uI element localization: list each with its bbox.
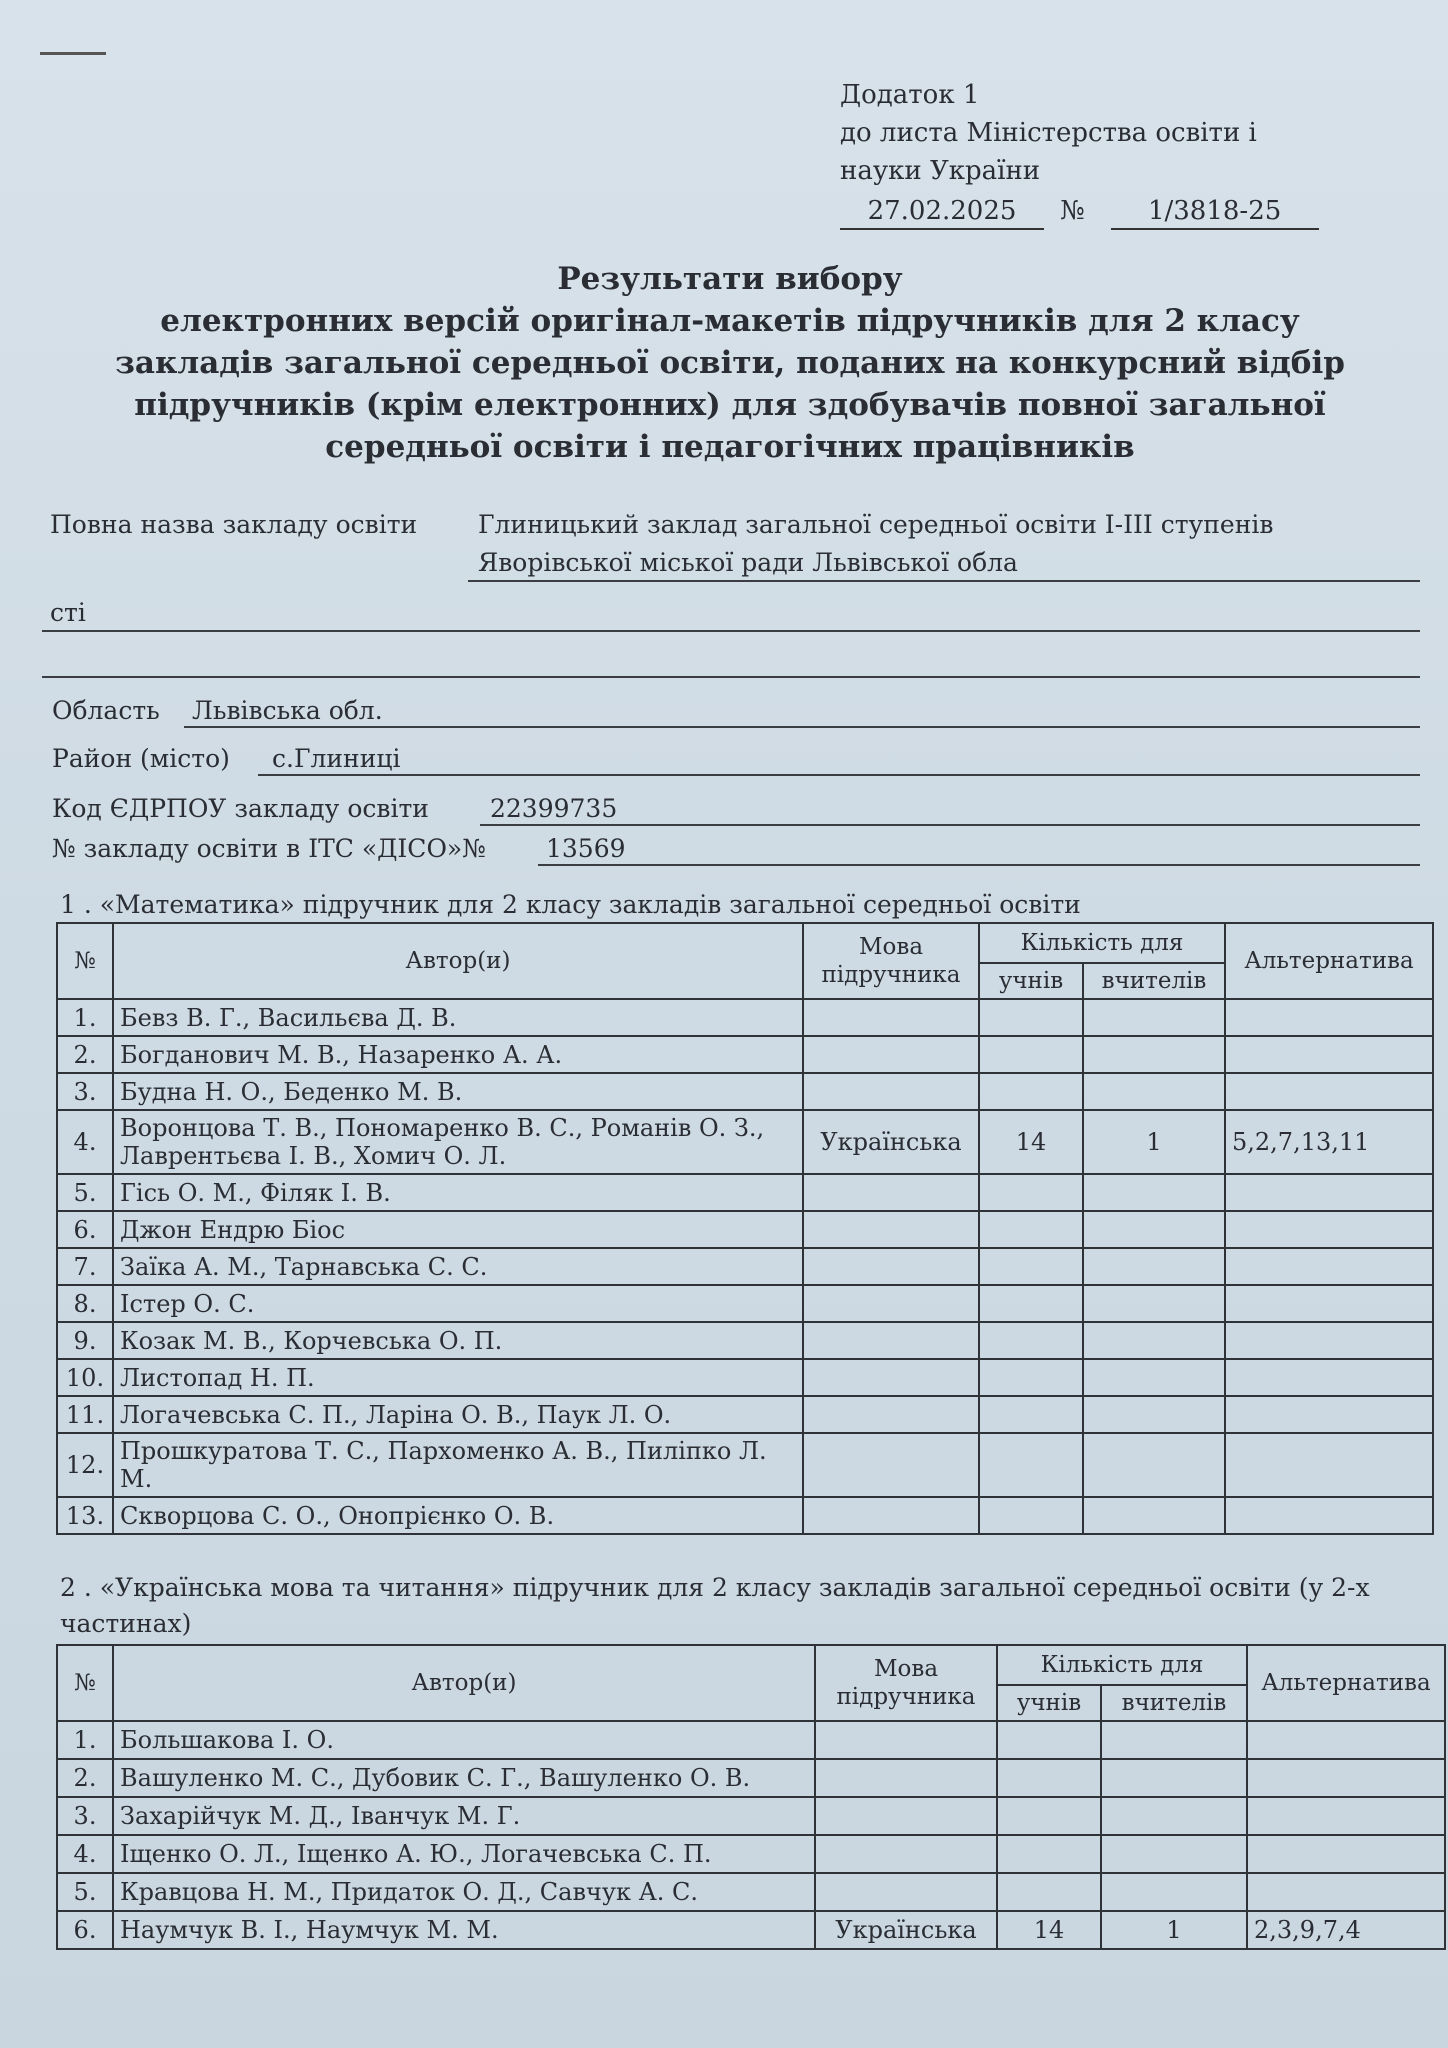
row-pupils bbox=[979, 999, 1083, 1036]
row-alternative bbox=[1247, 1835, 1445, 1873]
row-teachers bbox=[1083, 1174, 1225, 1211]
row-language bbox=[815, 1873, 997, 1911]
region-underline bbox=[184, 726, 1420, 728]
row-teachers bbox=[1083, 1322, 1225, 1359]
row-alternative bbox=[1225, 1497, 1433, 1534]
row-number: 2. bbox=[57, 1036, 113, 1073]
row-teachers bbox=[1083, 1285, 1225, 1322]
row-alternative bbox=[1225, 1174, 1433, 1211]
table-row bbox=[57, 1110, 1433, 1174]
row-language bbox=[803, 1211, 979, 1248]
row-alternative: 2,3,9,7,4 bbox=[1247, 1911, 1445, 1949]
school-name-label: Повна назва закладу освіти bbox=[50, 510, 418, 539]
header-count-for: Кількість для bbox=[997, 1645, 1247, 1685]
table-row bbox=[57, 1174, 1433, 1211]
row-language bbox=[803, 1322, 979, 1359]
table-row bbox=[57, 1036, 1433, 1073]
row-teachers bbox=[1083, 1396, 1225, 1433]
diso-value: 13569 bbox=[546, 834, 626, 863]
row-alternative bbox=[1225, 1036, 1433, 1073]
addendum-line-1: Додаток 1 bbox=[840, 80, 980, 110]
row-teachers bbox=[1083, 1036, 1225, 1073]
title-line-4: підручників (крім електронних) для здобувачів повної загальної bbox=[134, 387, 1326, 423]
row-teachers bbox=[1101, 1721, 1247, 1759]
row-authors: Захарійчук М. Д., Іванчук М. Г. bbox=[113, 1797, 815, 1835]
district-value: с.Глиниці bbox=[272, 744, 401, 773]
row-alternative bbox=[1225, 1073, 1433, 1110]
school-name-underline-1 bbox=[468, 580, 1420, 582]
section-1-table bbox=[56, 922, 1434, 1535]
header-authors: Автор(и) bbox=[113, 923, 803, 999]
row-alternative bbox=[1225, 1248, 1433, 1285]
school-name-line-1: Глиницький заклад загальної середньої освіти І-ІІІ ступенів bbox=[478, 510, 1274, 539]
row-alternative bbox=[1225, 1211, 1433, 1248]
header-no: № bbox=[57, 1645, 113, 1721]
row-alternative bbox=[1247, 1873, 1445, 1911]
row-teachers: 1 bbox=[1101, 1911, 1247, 1949]
region-label: Область bbox=[52, 696, 160, 725]
row-teachers bbox=[1101, 1873, 1247, 1911]
row-authors: Скворцова С. О., Онопрієнко О. В. bbox=[113, 1497, 803, 1534]
row-authors: Бевз В. Г., Васильєва Д. В. bbox=[113, 999, 803, 1036]
region-value: Львівська обл. bbox=[192, 696, 383, 725]
row-pupils bbox=[979, 1073, 1083, 1110]
table-row bbox=[57, 1873, 1445, 1911]
table-row bbox=[57, 1433, 1433, 1497]
letter-date: 27.02.2025 bbox=[840, 194, 1044, 230]
row-language bbox=[803, 1073, 979, 1110]
table-row bbox=[57, 999, 1433, 1036]
title-line-1: Результати вибору bbox=[557, 261, 903, 297]
row-number: 7. bbox=[57, 1248, 113, 1285]
table-row bbox=[57, 1911, 1445, 1949]
edrpou-underline bbox=[480, 824, 1420, 826]
row-alternative bbox=[1247, 1797, 1445, 1835]
row-pupils bbox=[997, 1873, 1101, 1911]
row-teachers bbox=[1083, 1359, 1225, 1396]
row-language bbox=[803, 1285, 979, 1322]
table-row bbox=[57, 1835, 1445, 1873]
row-number: 3. bbox=[57, 1073, 113, 1110]
registration-line bbox=[840, 192, 1319, 230]
row-alternative bbox=[1225, 999, 1433, 1036]
row-pupils bbox=[979, 1396, 1083, 1433]
row-alternative bbox=[1225, 1285, 1433, 1322]
row-pupils bbox=[997, 1721, 1101, 1759]
row-language bbox=[803, 999, 979, 1036]
row-authors: Істер О. С. bbox=[113, 1285, 803, 1322]
diso-label: № закладу освіти в ІТС «ДІСО»№ bbox=[52, 834, 486, 863]
row-pupils bbox=[979, 1322, 1083, 1359]
school-name-line-2: Яворівської міської ради Львівської обла bbox=[478, 548, 1018, 577]
row-number: 1. bbox=[57, 1721, 113, 1759]
row-pupils bbox=[979, 1248, 1083, 1285]
table-row bbox=[57, 1359, 1433, 1396]
row-language bbox=[815, 1721, 997, 1759]
row-teachers bbox=[1101, 1759, 1247, 1797]
title-line-5: середньої освіти і педагогічних працівників bbox=[325, 429, 1135, 465]
row-authors: Гісь О. М., Філяк І. В. bbox=[113, 1174, 803, 1211]
header-authors: Автор(и) bbox=[113, 1645, 815, 1721]
row-alternative: 5,2,7,13,11 bbox=[1225, 1110, 1433, 1174]
header-pupils: учнів bbox=[997, 1685, 1101, 1721]
title-line-2: електронних версій оригінал-макетів підручників для 2 класу bbox=[160, 303, 1300, 339]
row-language bbox=[803, 1396, 979, 1433]
row-pupils: 14 bbox=[997, 1911, 1101, 1949]
row-teachers bbox=[1083, 999, 1225, 1036]
row-number: 5. bbox=[57, 1174, 113, 1211]
row-language bbox=[815, 1759, 997, 1797]
row-number: 4. bbox=[57, 1110, 113, 1174]
row-pupils bbox=[997, 1835, 1101, 1873]
row-authors: Заїка А. М., Тарнавська С. С. bbox=[113, 1248, 803, 1285]
row-authors: Козак М. В., Корчевська О. П. bbox=[113, 1322, 803, 1359]
row-pupils bbox=[979, 1036, 1083, 1073]
table-row bbox=[57, 1211, 1433, 1248]
row-number: 2. bbox=[57, 1759, 113, 1797]
row-alternative bbox=[1225, 1396, 1433, 1433]
row-language bbox=[803, 1248, 979, 1285]
row-number: 8. bbox=[57, 1285, 113, 1322]
row-number: 11. bbox=[57, 1396, 113, 1433]
district-underline bbox=[258, 774, 1420, 776]
edrpou-label: Код ЄДРПОУ закладу освіти bbox=[52, 794, 429, 823]
section-1-title: 1 . «Математика» підручник для 2 класу закладів загальної середньої освіти bbox=[60, 890, 1081, 919]
table-row bbox=[57, 1322, 1433, 1359]
row-language bbox=[815, 1797, 997, 1835]
row-pupils bbox=[997, 1797, 1101, 1835]
row-alternative bbox=[1247, 1759, 1445, 1797]
addendum-block bbox=[840, 76, 1319, 230]
row-alternative bbox=[1225, 1359, 1433, 1396]
row-number: 1. bbox=[57, 999, 113, 1036]
row-authors: Богданович М. В., Назаренко А. А. bbox=[113, 1036, 803, 1073]
corner-mark bbox=[40, 52, 106, 55]
title-line-3: закладів загальної середньої освіти, поданих на конкурсний відбір bbox=[115, 345, 1345, 381]
row-number: 5. bbox=[57, 1873, 113, 1911]
row-authors: Джон Ендрю Біос bbox=[113, 1211, 803, 1248]
number-sign: № bbox=[1060, 196, 1085, 226]
addendum-line-3: науки України bbox=[840, 156, 1041, 186]
row-authors: Наумчук В. І., Наумчук М. М. bbox=[113, 1911, 815, 1949]
row-authors: Вашуленко М. С., Дубовик С. Г., Вашуленко О. В. bbox=[113, 1759, 815, 1797]
table-row bbox=[57, 1797, 1445, 1835]
row-number: 9. bbox=[57, 1322, 113, 1359]
header-alternative: Альтернатива bbox=[1247, 1645, 1445, 1721]
row-pupils bbox=[997, 1759, 1101, 1797]
edrpou-value: 22399735 bbox=[490, 794, 618, 823]
row-number: 10. bbox=[57, 1359, 113, 1396]
table-row bbox=[57, 1248, 1433, 1285]
row-authors: Кравцова Н. М., Придаток О. Д., Савчук А. С. bbox=[113, 1873, 815, 1911]
header-teachers: вчителів bbox=[1083, 963, 1225, 999]
table-row bbox=[57, 1396, 1433, 1433]
header-language: Мова підручника bbox=[815, 1645, 997, 1721]
row-language: Українська bbox=[815, 1911, 997, 1949]
document-title bbox=[40, 258, 1420, 468]
row-pupils bbox=[979, 1433, 1083, 1497]
table-row bbox=[57, 1759, 1445, 1797]
row-alternative bbox=[1247, 1721, 1445, 1759]
row-authors: Будна Н. О., Беденко М. В. bbox=[113, 1073, 803, 1110]
header-no: № bbox=[57, 923, 113, 999]
row-authors: Воронцова Т. В., Пономаренко В. С., Романів О. З., Лаврентьєва І. В., Хомич О. Л. bbox=[113, 1110, 803, 1174]
row-alternative bbox=[1225, 1322, 1433, 1359]
school-name-underline-2 bbox=[42, 630, 1420, 632]
row-pupils bbox=[979, 1211, 1083, 1248]
table-row bbox=[57, 1497, 1433, 1534]
addendum-line-2: до листа Міністерства освіти і bbox=[840, 118, 1257, 148]
header-teachers: вчителів bbox=[1101, 1685, 1247, 1721]
row-number: 3. bbox=[57, 1797, 113, 1835]
row-authors: Большакова І. О. bbox=[113, 1721, 815, 1759]
row-language: Українська bbox=[803, 1110, 979, 1174]
diso-underline bbox=[538, 864, 1420, 866]
row-authors: Іщенко О. Л., Іщенко А. Ю., Логачевська С. П. bbox=[113, 1835, 815, 1873]
row-authors: Прошкуратова Т. С., Пархоменко А. В., Пиліпко Л. М. bbox=[113, 1433, 803, 1497]
table-row bbox=[57, 1285, 1433, 1322]
row-teachers bbox=[1083, 1073, 1225, 1110]
row-teachers bbox=[1101, 1835, 1247, 1873]
table-row bbox=[57, 1073, 1433, 1110]
school-name-line-3: сті bbox=[50, 598, 86, 627]
section-2-title: 2 . «Українська мова та читання» підручник для 2 класу закладів загальної середньої освіти (у 2-х частинах) bbox=[60, 1573, 1370, 1638]
row-alternative bbox=[1225, 1433, 1433, 1497]
row-teachers bbox=[1083, 1211, 1225, 1248]
row-language bbox=[803, 1036, 979, 1073]
row-number: 6. bbox=[57, 1211, 113, 1248]
row-number: 13. bbox=[57, 1497, 113, 1534]
row-language bbox=[803, 1359, 979, 1396]
row-teachers bbox=[1083, 1433, 1225, 1497]
table-row bbox=[57, 1721, 1445, 1759]
row-language bbox=[803, 1174, 979, 1211]
district-label: Район (місто) bbox=[52, 744, 230, 773]
row-language bbox=[803, 1497, 979, 1534]
row-pupils bbox=[979, 1285, 1083, 1322]
header-language: Мова підручника bbox=[803, 923, 979, 999]
row-number: 6. bbox=[57, 1911, 113, 1949]
row-teachers bbox=[1083, 1248, 1225, 1285]
section-2-table bbox=[56, 1644, 1446, 1950]
row-teachers: 1 bbox=[1083, 1110, 1225, 1174]
row-pupils bbox=[979, 1497, 1083, 1534]
letter-number: 1/3818-25 bbox=[1111, 194, 1319, 230]
header-alternative: Альтернатива bbox=[1225, 923, 1433, 999]
row-authors: Логачевська С. П., Ларіна О. В., Паук Л. О. bbox=[113, 1396, 803, 1433]
row-language bbox=[815, 1835, 997, 1873]
header-pupils: учнів bbox=[979, 963, 1083, 999]
school-name-underline-3 bbox=[42, 676, 1420, 678]
row-pupils bbox=[979, 1174, 1083, 1211]
row-teachers bbox=[1083, 1497, 1225, 1534]
row-pupils bbox=[979, 1359, 1083, 1396]
row-number: 4. bbox=[57, 1835, 113, 1873]
row-pupils: 14 bbox=[979, 1110, 1083, 1174]
row-number: 12. bbox=[57, 1433, 113, 1497]
row-authors: Листопад Н. П. bbox=[113, 1359, 803, 1396]
row-teachers bbox=[1101, 1797, 1247, 1835]
row-language bbox=[803, 1433, 979, 1497]
header-count-for: Кількість для bbox=[979, 923, 1225, 963]
